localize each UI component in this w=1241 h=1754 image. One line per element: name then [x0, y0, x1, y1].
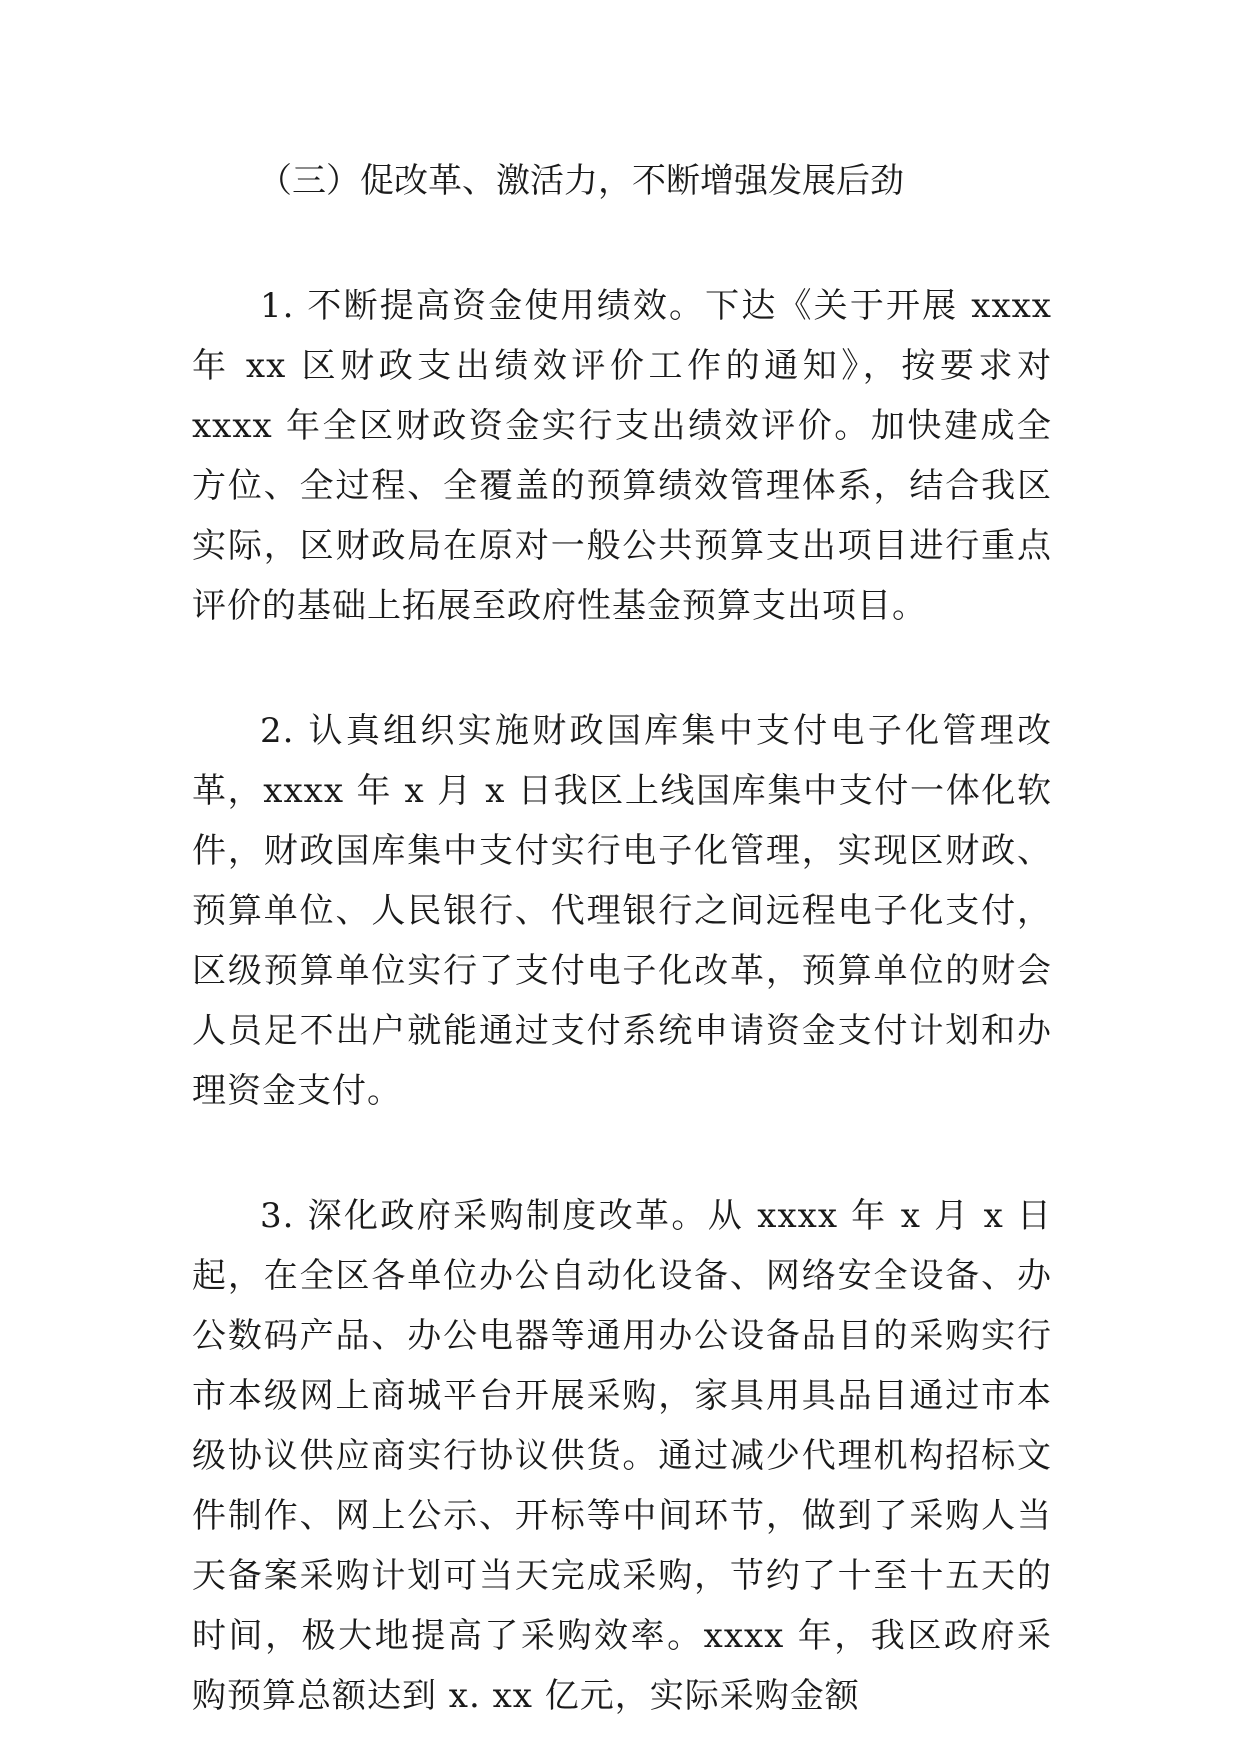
- paragraph-2: 2. 认真组织实施财政国库集中支付电子化管理改革，xxxx 年 x 月 x 日我区上线国库集中支付一体化软件，财政国库集中支付实行电子化管理，实现区财政、预算单位、人民银行、代理银行之间远程电子化支付，区级预算单位实行了支付电子化改革，预算单位的财会人员足不出户就能通过支付系统申请资金支付计划和办理资金支付。: [192, 711, 1052, 1111]
- paragraph-1: 1. 不断提高资金使用绩效。下达《关于开展 xxxx 年 xx 区财政支出绩效评价工作的通知》，按要求对 xxxx 年全区财政资金实行支出绩效评价。加快建成全方位、全过程、全覆盖的预算绩效管理体系，结合我区实际，区财政局在原对一般公共预算支出项目进行重点评价的基础上拓展至政府性基金预算支出项目。: [192, 286, 1052, 626]
- paragraph-3: 3. 深化政府采购制度改革。从 xxxx 年 x 月 x 日起，在全区各单位办公自动化设备、网络安全设备、办公数码产品、办公电器等通用办公设备品目的采购实行市本级网上商城平台开展采购，家具用具品目通过市本级协议供应商实行协议供货。通过减少代理机构招标文件制作、网上公示、开标等中间环节，做到了采购人当天备案采购计划可当天完成采购，节约了十至十五天的时间，极大地提高了采购效率。xxxx 年，我区政府采购预算总额达到 x. xx 亿元，实际采购金额: [192, 1196, 1052, 1716]
- section-heading: （三）促改革、激活力，不断增强发展后劲: [258, 161, 904, 201]
- document-body: [192, 151, 1052, 1726]
